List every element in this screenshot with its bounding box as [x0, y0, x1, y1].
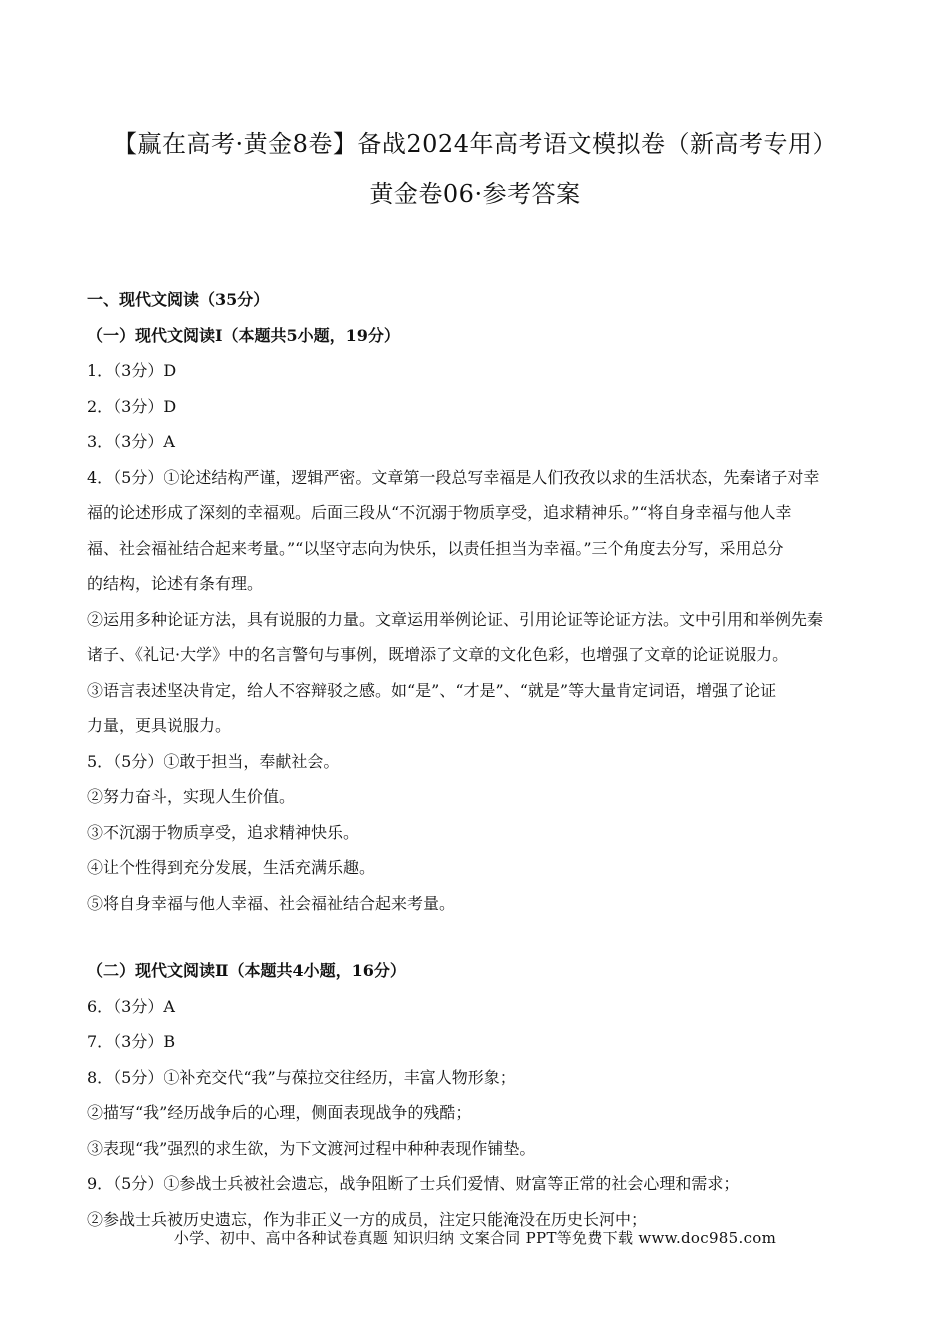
answer-line: ②参战士兵被历史遗忘，作为非正义一方的成员，注定只能淹没在历史长河中；: [87, 1209, 648, 1229]
answer-line: 7．（3分）B: [87, 1032, 176, 1051]
answer-line: ③语言表述坚决肯定，给人不容辩驳之感。如“是”、“才是”、“就是”等大量肯定词语，增强了论证: [87, 680, 777, 700]
answer-line: 力量，更具说服力。: [87, 716, 232, 735]
answer-line: 9．（5分）①参战士兵被社会遗忘，战争阻断了士兵们爱情、财富等正常的社会心理和需求；: [87, 1174, 740, 1193]
answer-line: 的结构，论述有条有理。: [87, 574, 264, 593]
section-gap: [87, 921, 877, 953]
page-title: 【赢在高考·黄金8卷】备战2024年高考语文模拟卷（新高考专用）: [113, 130, 837, 158]
answer-line: 诸子、《礼记·大学》中的名言警句与事例，既增添了文章的文化色彩，也增强了文章的论证说服力。: [87, 645, 789, 664]
answer-line: ⑤将自身幸福与他人幸福、社会福祉结合起来考量。: [87, 893, 456, 913]
answer-line: ④让个性得到充分发展，生活充满乐趣。: [87, 858, 376, 877]
answer-line: 6．（3分）A: [87, 996, 175, 1016]
answer-line: ②运用多种论证方法，具有说服的力量。文章运用举例论证、引用论证等论证方法。文中引用和举例先秦: [87, 609, 824, 629]
part-heading: （一）现代文阅读Ⅰ（本题共5小题，19分）: [87, 325, 400, 345]
page-subtitle: 黄金卷06·参考答案: [369, 180, 581, 208]
answer-line: ②描写“我”经历战争后的心理，侧面表现战争的残酷；: [87, 1103, 472, 1122]
answer-line: ③不沉溺于物质享受，追求精神快乐。: [87, 822, 360, 842]
answer-line: 1．（3分）D: [87, 361, 177, 380]
section-heading: 一、现代文阅读（35分）: [87, 290, 270, 309]
answer-line: 5．（5分）①敢于担当，奉献社会。: [87, 751, 340, 771]
answer-line: 福的论述形成了深刻的幸福观。后面三段从“不沉溺于物质享受，追求精神乐。”“将自身幸福与他人幸: [87, 503, 792, 522]
answer-line: 福、社会福祉结合起来考量。”“以坚守志向为快乐，以责任担当为幸福。”三个角度去分写，采用总分: [87, 538, 784, 558]
answer-line: ②努力奋斗，实现人生价值。: [87, 787, 296, 806]
answer-line: ③表现“我”强烈的求生欲，为下文渡河过程中种种表现作铺垫。: [87, 1138, 536, 1158]
part-heading: （二）现代文阅读Ⅱ（本题共4小题，16分）: [87, 961, 406, 980]
answer-content: [87, 282, 877, 1237]
page-footer: 小学、初中、高中各种试卷真题 知识归纳 文案合同 PPT等免费下载 www.doc985.com: [173, 1229, 777, 1247]
answer-line: 3．（3分）A: [87, 432, 175, 451]
answer-line: 8．（5分）①补充交代“我”与葆拉交往经历，丰富人物形象；: [87, 1067, 516, 1087]
answer-line: 2．（3分）D: [87, 396, 177, 416]
answer-line: 4．（5分）①论述结构严谨，逻辑严密。文章第一段总写幸福是人们孜孜以求的生活状态，先秦诸子对幸: [87, 467, 820, 487]
